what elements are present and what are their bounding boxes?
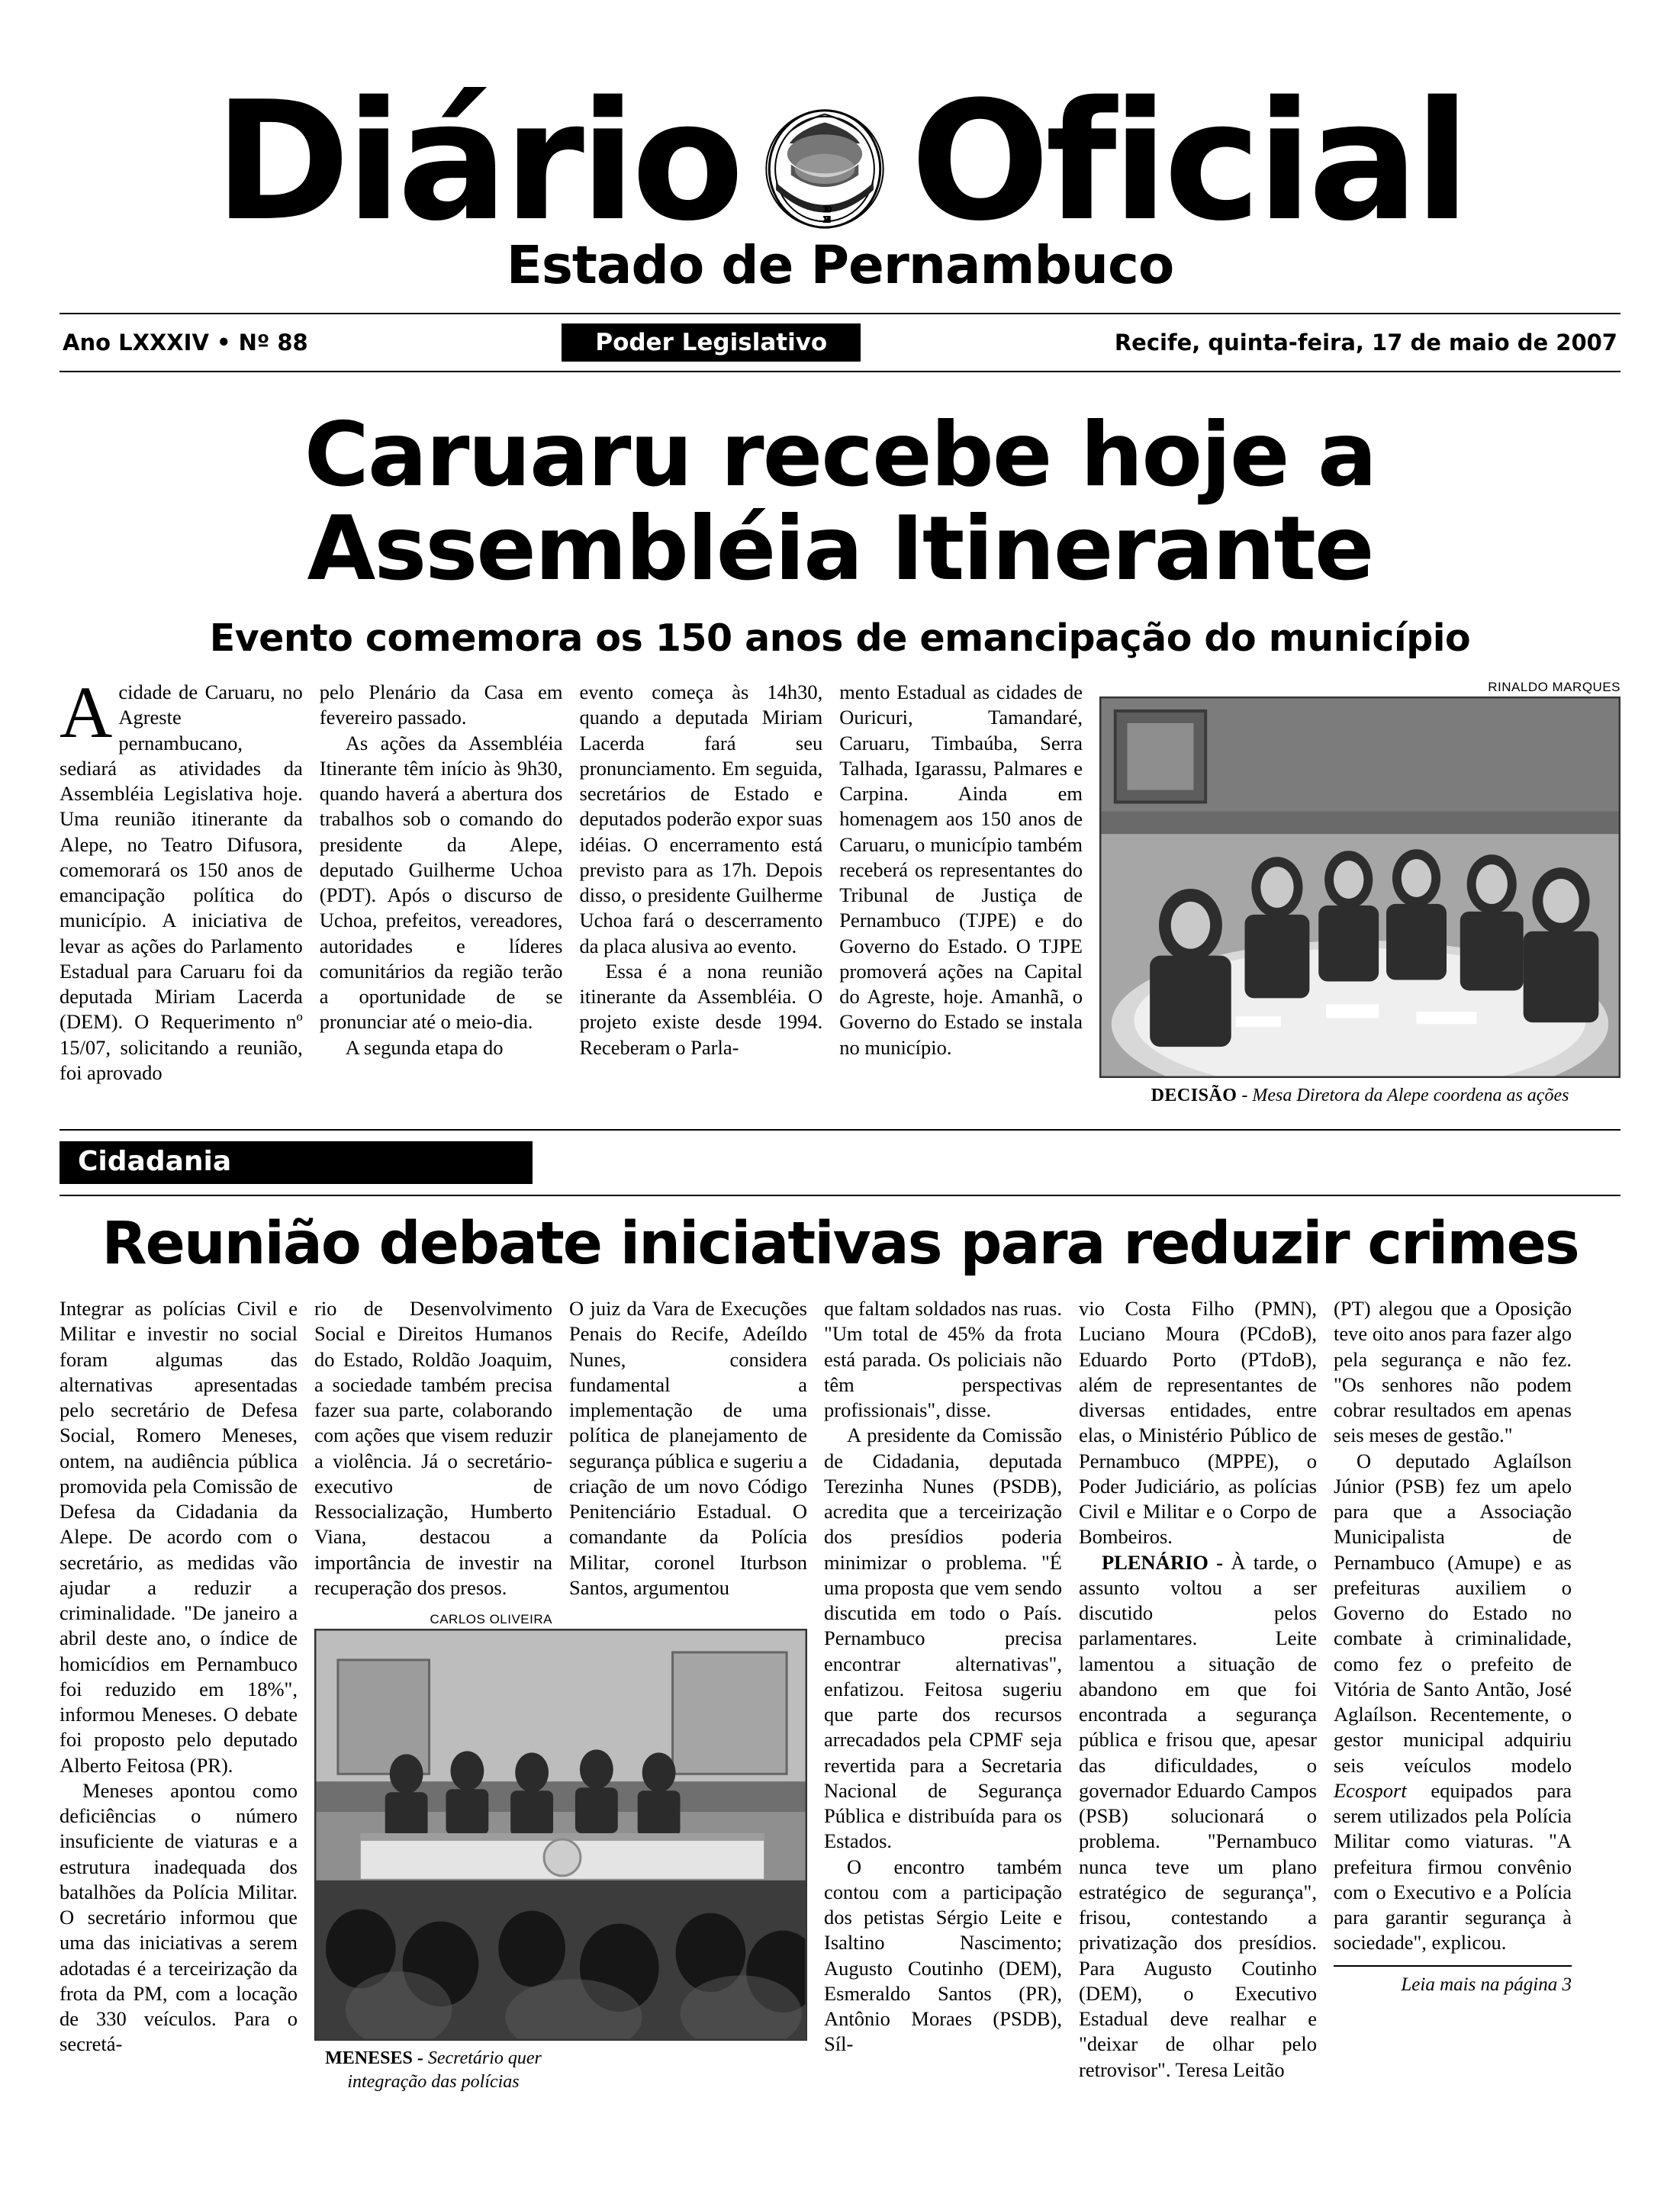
- drop-cap: A: [60, 671, 113, 754]
- lead-photo-caption: [1099, 1086, 1620, 1106]
- lead-column-1: [60, 671, 303, 1106]
- sec-col6-p2-wrap: [1334, 1449, 1572, 1956]
- lead-photo-credit: RINALDO MARQUES: [1488, 680, 1621, 695]
- sec-col1-p1: Integrar as polícias Civil e Militar e investir no social foram algumas das alternativas apresentadas pelo secretário de Defesa Social, Romero Meneses, ontem, na audiência pública promovida pela Comissão de Defesa da Cidadania da Alepe. De acordo com o secretário, as medidas vão ajudar a reduzir a criminalidade. "De janeiro a abril deste ano, o índice de homicídios em Pernambuco foi reduzido em 18%", informou Meneses. O debate foi proposto pelo deputado Alberto Feitosa (PR).: [60, 1297, 298, 1777]
- sec-col6-italic: Ecosport: [1334, 1778, 1407, 1802]
- plenario-lead-in: PLENÁRIO -: [1102, 1550, 1224, 1574]
- lead-column-4: [839, 680, 1083, 1106]
- section-headline: Reunião debate iniciativas para reduzir crimes: [101, 1210, 1579, 1279]
- infobar-divider: [60, 371, 1620, 372]
- section-column-5: [1079, 1296, 1317, 2093]
- sec-col1-p2: Meneses apontou como deficiências o número insuficiente de viaturas e a estrutura inadequada dos batalhões da Polícia Militar. O secretário informou que uma das iniciativas a serem adotadas é a terceirização da frota da PM, com a locação de 330 veículos. Para o secretá-: [60, 1778, 298, 2056]
- sec-col6-p3: equipados para serem utilizados pela Polícia Militar como viaturas. "A prefeitura firmou convênio com o Executivo e a Polícia para garantir segurança à sociedade", explicou.: [1334, 1778, 1572, 1955]
- sec-col5-p1: vio Costa Filho (PMN), Luciano Moura (PCdoB), Eduardo Porto (PTdoB), além de representantes de diversas entidades, entre elas, o Ministério Público de Pernambuco (MPPE), o Poder Judiciário, as polícias Civil e Militar e o Corpo de Bombeiros.: [1079, 1297, 1317, 1549]
- sec-col5-p2-wrap: [1079, 1550, 1317, 2083]
- lead-col2-p1: pelo Plenário da Casa em fevereiro passado.: [319, 680, 563, 729]
- masthead-title: [60, 66, 1620, 257]
- hearing-caption-text: Secretário quer integração das polícias: [347, 2048, 542, 2092]
- sec-col2-p1: rio de Desenvolvimento Social e Direitos Humanos do Estado, Roldão Joaquim, a sociedade também precisa fazer sua parte, colaborando com ações que visem reduzir a violência. Já o secretário-executivo de Ressocialização, Humberto Viana, destacou a importância de investir na recuperação dos presos.: [314, 1297, 552, 1599]
- lead-col3-p1: evento começa às 14h30, quando a deputada Miriam Lacerda fará seu pronunciamento. Em seguida, secretários de Estado e deputados poderão expor suas idéias. O encerramento está previsto para as 17h. Depois disso, o presidente Guilherme Uchoa fará o descerramento da placa alusiva ao evento.: [579, 680, 823, 957]
- sec-col4-p2: A presidente da Comissão de Cidadania, deputada Terezinha Nunes (PSDB), acredita que a terceirização dos presídios poderia minimizar o problema. "É uma proposta que vem sendo discutida em todo o País. Pernambuco precisa encontrar alternativas", enfatizou. Feitosa sugeriu que parte dos recursos arrecadados pela CPMF seja revertida para a Secretaria Nacional de Segurança Pública e distribuída para os Estados.: [824, 1424, 1062, 1853]
- public-hearing-photo: [314, 1629, 807, 2041]
- lead-caption-text: - Mesa Diretora da Alepe coordena as ações: [1241, 1086, 1569, 1106]
- sec-col3-p1: O juiz da Vara de Execuções Penais do Recife, Adeíldo Nunes, considera fundamental a implementação de uma política de planejamento de segurança pública e sugeriu a criação de um novo Código Penitenciário Estadual. O comandante da Polícia Militar, coronel Iturbson Santos, argumentou: [569, 1297, 807, 1599]
- lead-photo-block: [1099, 680, 1620, 1106]
- issue-info-bar: [60, 314, 1620, 371]
- section-column-2: [314, 1296, 552, 2093]
- sec-col5-p2: À tarde, o assunto voltou a ser discutido pelos parlamentares. Leite lamentou a situação de abandono em que foi encontrada a segurança pública e frisou que, apesar das dificuldades, o governador Eduardo Campos (PSB) solucionará o problema. "Pernambuco nunca teve um plano estratégico de segurança", frisou, contestando a privatização dos presídios. Para Augusto Coutinho (DEM), o Executivo Estadual deve realhar e "deixar de olhar pelo retrovisor". Teresa Leitão: [1079, 1550, 1317, 2081]
- section-branch-badge: Poder Legislativo: [562, 323, 861, 362]
- masthead-word-diario: Diário: [214, 66, 740, 257]
- lead-col1-text: cidade de Caruaru, no Agreste pernambucano, sediará as atividades da Assembléia Legislativa hoje. Uma reunião itinerante da Alepe, no Teatro Difusora, comemorará os 150 anos de emancipação política do município. A iniciativa de levar as ações do Parlamento Estadual para Caruaru foi da deputada Miriam Lacerda (DEM). O Requerimento nº 15/07, solicitando a reunião, foi aprovado: [60, 680, 303, 1084]
- hearing-photo-caption: [314, 2047, 552, 2093]
- masthead: [60, 66, 1620, 297]
- lead-caption-bold: DECISÃO: [1151, 1086, 1237, 1106]
- section-columns: [60, 1296, 1620, 2093]
- sec-col6-p1: (PT) alegou que a Oposição teve oito anos para fazer algo pela segurança e não fez. "Os senhores não podem cobrar resultados em apenas seis meses de gestão.": [1334, 1297, 1572, 1447]
- svg-text:1 7 1 0: 1 7 1 0: [822, 204, 829, 216]
- continue-reading-note: Leia mais na página 3: [1334, 1965, 1572, 1996]
- state-coat-of-arms-icon: [761, 100, 889, 233]
- lead-column-2: [320, 680, 563, 1106]
- page-title: [60, 404, 1620, 601]
- sec-col6-p2: O deputado Aglaílson Júnior (PSB) fez um apelo para que a Associação Municipalista de Pernambuco (Amupe) e as prefeituras auxiliem o Governo do Estado no combate à criminalidade, como fez o prefeito de Vitória de Santo Antão, José Aglaílson. Recentemente, o gestor municipal adquiriu seis veículos modelo: [1334, 1449, 1572, 1777]
- cidadania-section: [60, 1129, 1620, 2093]
- section-column-6: [1334, 1296, 1572, 2093]
- lead-col4-text: mento Estadual as cidades de Ouricuri, Tamandaré, Caruaru, Timbaúba, Serra Talhada, Igarassu, Palmares e Carpina. Ainda em homenagem aos 150 anos de Caruaru, o município também receberá os representantes do Tribunal de Justiça de Pernambuco (TJPE) e do Governo do Estado. O TJPE promoverá ações na Capital do Agreste, hoje. Amanhã, o Governo do Estado se instala no município.: [839, 680, 1083, 1059]
- masthead-subtitle: Estado de Pernambuco: [506, 235, 1174, 297]
- lead-col2-p3: A segunda etapa do: [345, 1035, 504, 1059]
- section-column-4: [824, 1296, 1062, 2093]
- meeting-room-photo: [1099, 697, 1620, 1078]
- section-divider: [60, 1195, 1620, 1196]
- lead-col3-p2: Essa é a nona reunião itinerante da Assembléia. O projeto existe desde 1994. Receberam o Parla-: [579, 959, 823, 1059]
- hearing-caption-bold: MENESES -: [325, 2048, 423, 2069]
- sec-col4-p1: que faltam soldados nas ruas. "Um total de 45% da frota está parada. Os policiais não têm perspectivas profissionais", disse.: [824, 1297, 1062, 1422]
- sec-col4-p3: O encontro também contou com a participação dos petistas Sérgio Leite e Isaltino Nascimento; Augusto Coutinho (DEM), Esmeraldo Santos (PR), Antônio Moraes (PSDB), Síl-: [824, 1855, 1062, 2056]
- svg-text:1 8 2 4: 1 8 2 4: [822, 214, 829, 226]
- section-column-1: [60, 1296, 298, 2093]
- page-subtitle: Evento comemora os 150 anos de emancipação do município: [209, 616, 1471, 661]
- lead-article-columns: [60, 671, 1621, 1106]
- issue-number: Ano LXXXIV • Nº 88: [63, 330, 308, 356]
- lead-col2-p2: As ações da Assembléia Itinerante têm início às 9h30, quando haverá a abertura dos trabalhos sob o comando do presidente da Alepe, deputado Guilherme Uchoa (PDT). Após o discurso de Uchoa, prefeitos, vereadores, autoridades e líderes comunitários da região terão a oportunidade de se pronunciar até o meio-dia.: [319, 731, 563, 1034]
- hearing-photo-credit: CARLOS OLIVEIRA: [430, 1612, 552, 1627]
- lead-column-3: [580, 680, 823, 1106]
- section-label-cidadania: Cidadania: [60, 1141, 533, 1184]
- hearing-photo-block: [314, 1611, 552, 2093]
- headline-line-1: Caruaru recebe hoje a: [304, 404, 1376, 507]
- masthead-word-oficial: Oficial: [910, 66, 1466, 257]
- issue-date: Recife, quinta-feira, 17 de maio de 2007: [1114, 330, 1617, 356]
- headline-line-2: Assembléia Itinerante: [307, 497, 1373, 601]
